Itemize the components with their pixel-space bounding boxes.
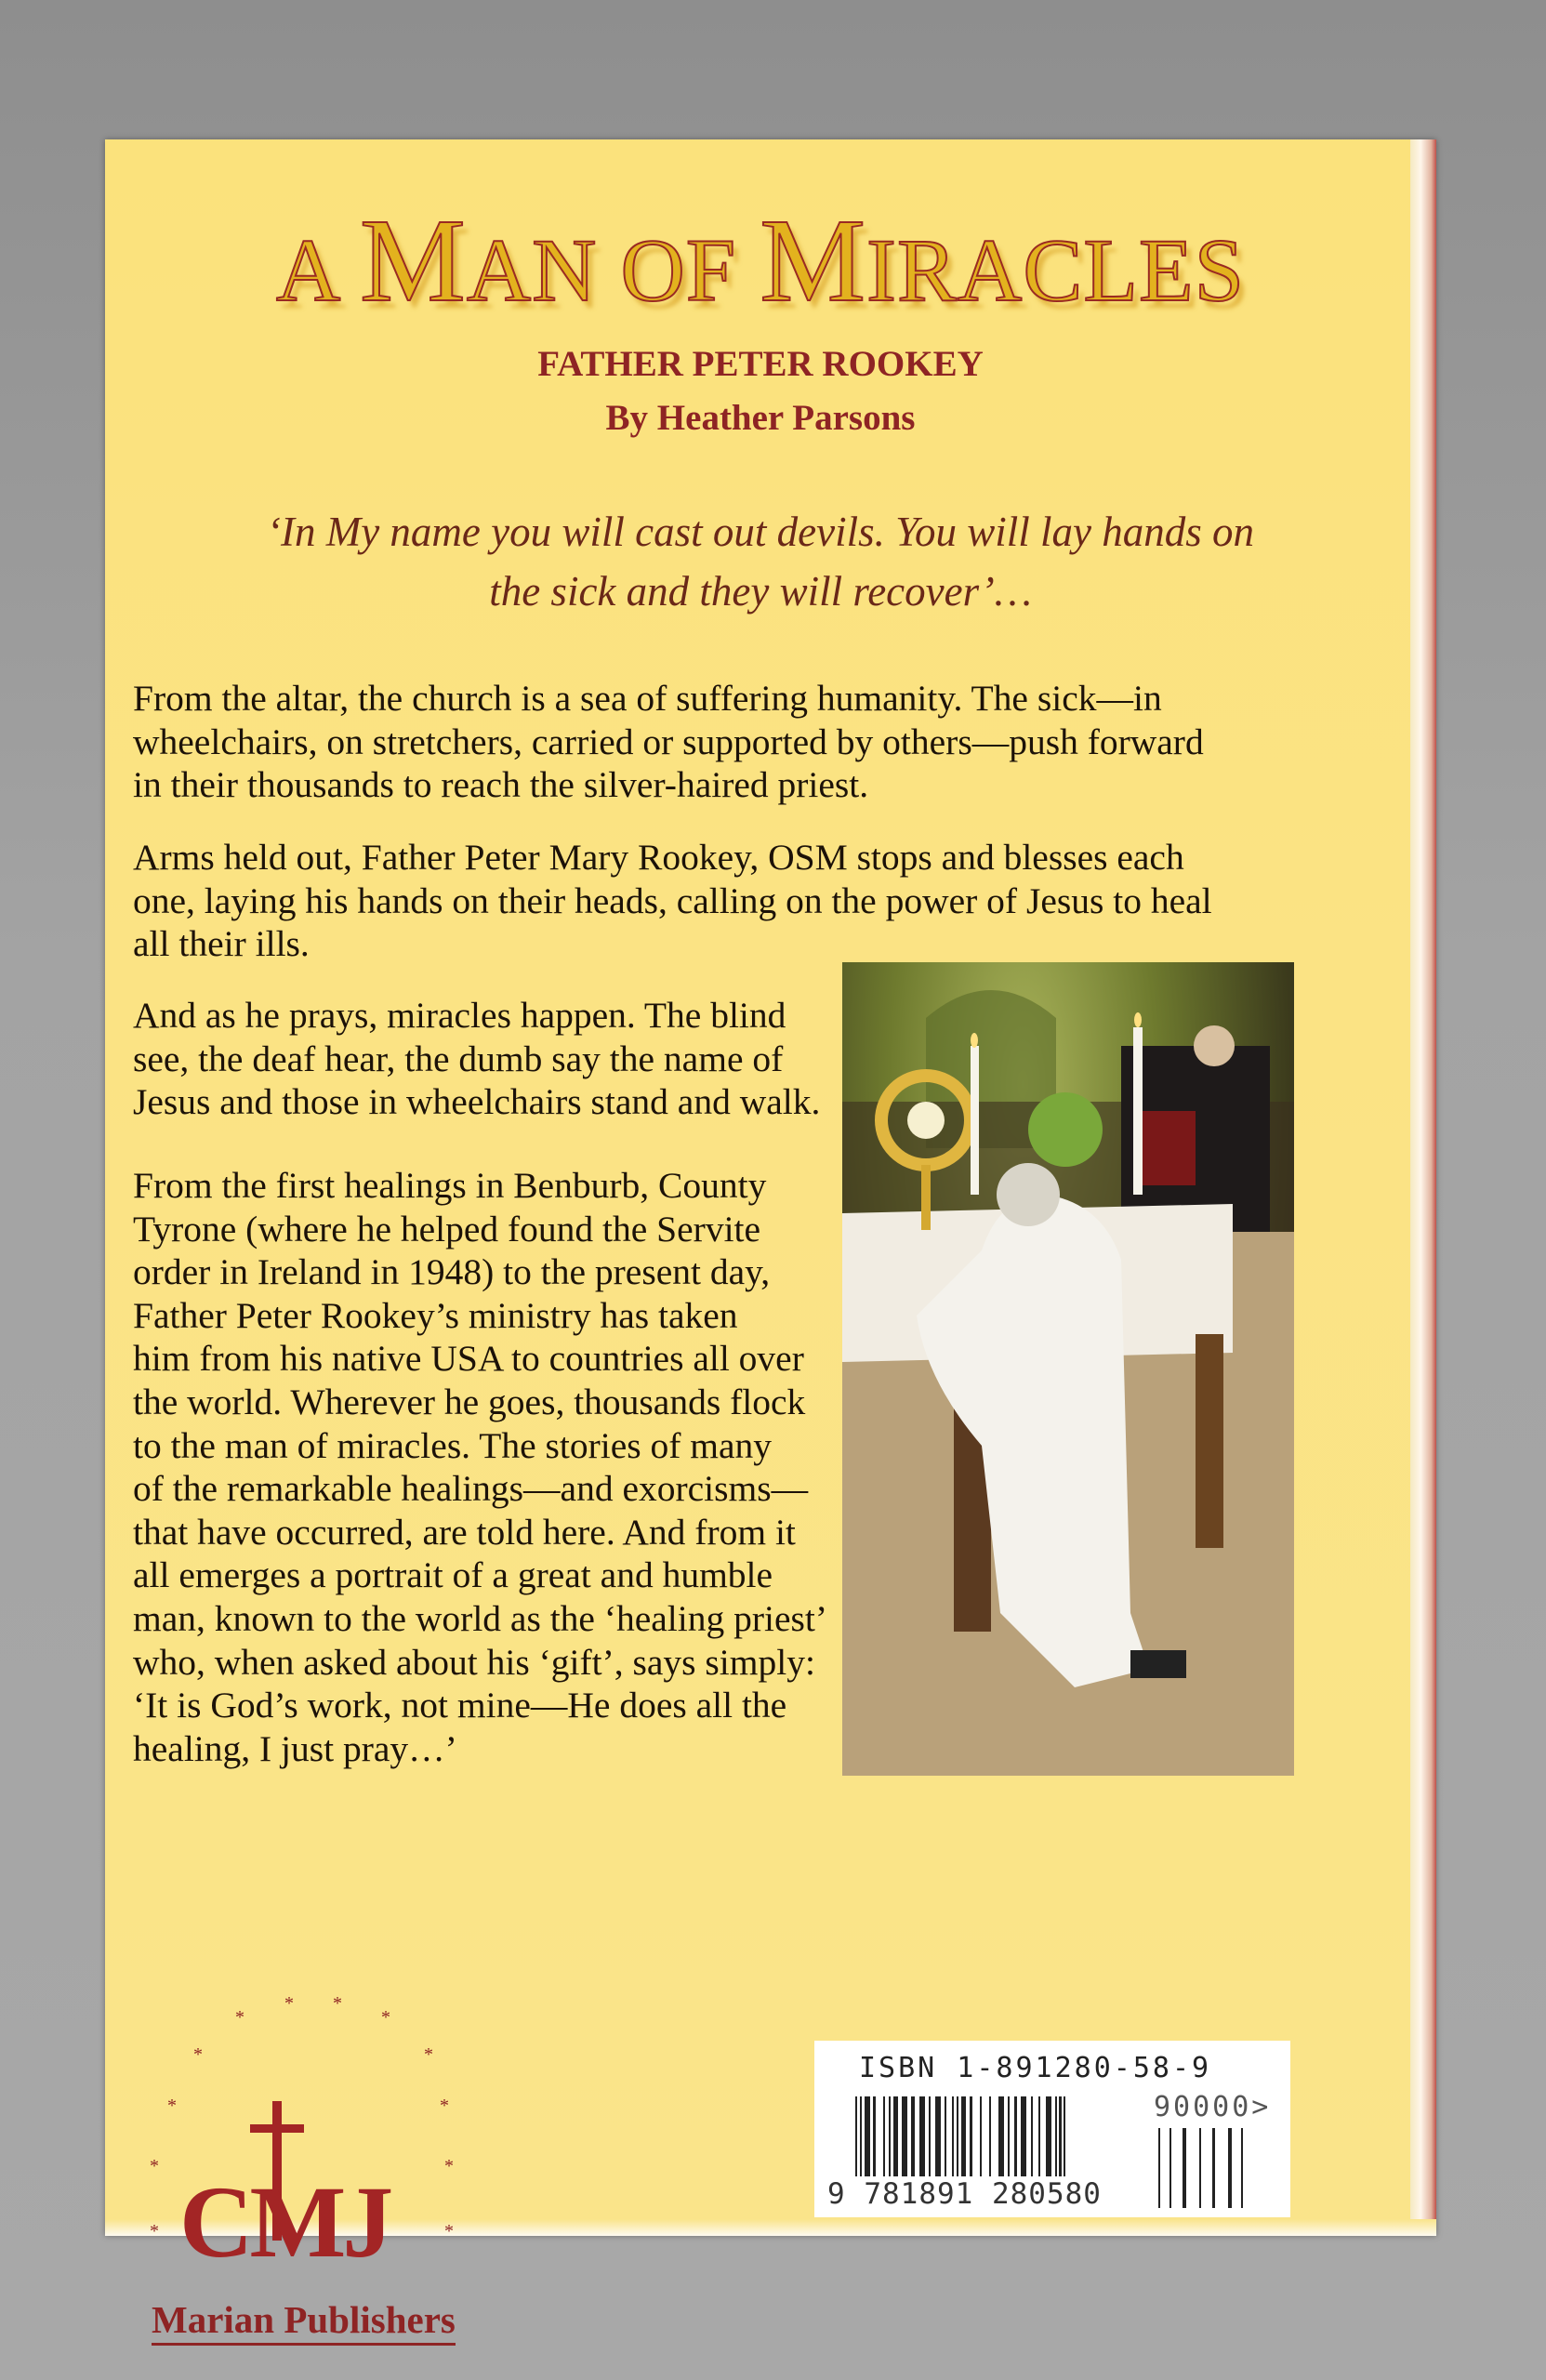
barcode-bar: [1232, 2128, 1241, 2208]
barcode-bar: [1241, 2128, 1243, 2208]
barcode-bar: [982, 2096, 989, 2176]
isbn-barcode: [814, 2041, 1290, 2217]
publisher-logo-text: CMJ: [179, 2165, 390, 2279]
barcode-bar: [1215, 2128, 1228, 2208]
star-icon: *: [150, 2221, 159, 2241]
author: By Heather Parsons: [605, 398, 916, 438]
text-line: of the remarkable healings—and exorcisms—: [133, 1468, 809, 1510]
photo-priest-kneeling-at-altar: [842, 962, 1294, 1776]
text-line: who, when asked about his ‘gift’, says simply:: [133, 1641, 815, 1683]
star-icon: *: [193, 2044, 203, 2065]
text-line: see, the deaf hear, the dumb say the name of: [133, 1038, 784, 1079]
text-line: one, laying his hands on their heads, calling on the power of Jesus to heal: [133, 879, 1212, 921]
blurb-paragraph-3: [133, 994, 820, 1124]
cross-bar: [250, 2124, 304, 2133]
blurb-paragraph-4: [133, 1164, 827, 1770]
barcode-bar: [1186, 2128, 1199, 2208]
text-line: wheelchairs, on stretchers, carried or supported by others—push forward: [133, 721, 1204, 762]
text-line: From the first healings in Benburb, County: [133, 1165, 767, 1206]
star-icon: *: [424, 2044, 433, 2065]
text-line: that have occurred, are told here. And from it: [133, 1511, 796, 1553]
text-line: healing, I just pray…’: [133, 1727, 457, 1769]
star-icon: *: [381, 2007, 390, 2028]
blurb-paragraph-1: [133, 677, 1204, 807]
quote-line: the sick and they will recover’…: [489, 568, 1032, 615]
star-icon: *: [235, 2007, 244, 2028]
star-icon: *: [444, 2221, 454, 2241]
text-line: all emerges a portrait of a great and humble: [133, 1554, 773, 1596]
ean-number: 9 781891 280580: [827, 2177, 1102, 2211]
text-line: order in Ireland in 1948) to the present day,: [133, 1251, 771, 1293]
text-line: him from his native USA to countries all over: [133, 1338, 804, 1380]
publisher-logo: [142, 1993, 458, 2343]
barcode-bar: [1160, 2128, 1169, 2208]
barcode-bar: [876, 2096, 883, 2176]
text-line: Tyrone (where he helped found the Servite: [133, 1208, 761, 1250]
text-line: Father Peter Rookey’s ministry has taken: [133, 1294, 738, 1336]
text-line: to the man of miracles. The stories of many: [133, 1424, 773, 1466]
barcode-bar: [1064, 2096, 1065, 2176]
text-line: Arms held out, Father Peter Mary Rookey, OSM stops and blesses each: [133, 837, 1184, 878]
price-barcode-bars: [1158, 2128, 1243, 2208]
star-icon: *: [167, 2096, 177, 2116]
star-icon: *: [444, 2156, 454, 2176]
text-line: man, known to the world as the ‘healing priest’: [133, 1597, 828, 1639]
text-line: Jesus and those in wheelchairs stand and walk.: [133, 1081, 821, 1123]
text-line: the world. Wherever he goes, thousands flock: [133, 1381, 806, 1422]
text-line: From the altar, the church is a sea of suffering humanity. The sick—in: [133, 678, 1162, 719]
text-line: all their ills.: [133, 923, 310, 965]
page-edge: [1410, 139, 1436, 2236]
subtitle: FATHER PETER ROOKEY: [537, 344, 984, 384]
text-line: And as he prays, miracles happen. The blind: [133, 995, 786, 1036]
isbn-number: ISBN 1-891280-58-9: [859, 2052, 1212, 2084]
price-code: 90000>: [1154, 2091, 1272, 2123]
barcode-bar: [972, 2096, 980, 2176]
quote-line: ‘In My name you will cast out devils. You will lay hands on: [266, 509, 1254, 555]
publisher-name: Marian Publishers: [152, 2298, 456, 2346]
star-icon: *: [333, 1993, 342, 2014]
barcode-bars: [855, 2096, 1065, 2176]
star-icon: *: [284, 1993, 294, 2014]
barcode-bar: [1201, 2128, 1212, 2208]
barcode-bar: [991, 2096, 998, 2176]
scripture-quote: [105, 502, 1416, 621]
blurb-paragraph-2: [133, 836, 1212, 966]
book-back-cover: [105, 139, 1436, 2341]
book-title: A MAN OF MIRACLES: [275, 194, 1246, 326]
star-icon: *: [150, 2156, 159, 2176]
text-line: ‘It is God’s work, not mine—He does all the: [133, 1685, 787, 1726]
barcode-bar: [1171, 2128, 1183, 2208]
text-line: in their thousands to reach the silver-haired priest.: [133, 764, 869, 806]
star-icon: *: [440, 2096, 449, 2116]
